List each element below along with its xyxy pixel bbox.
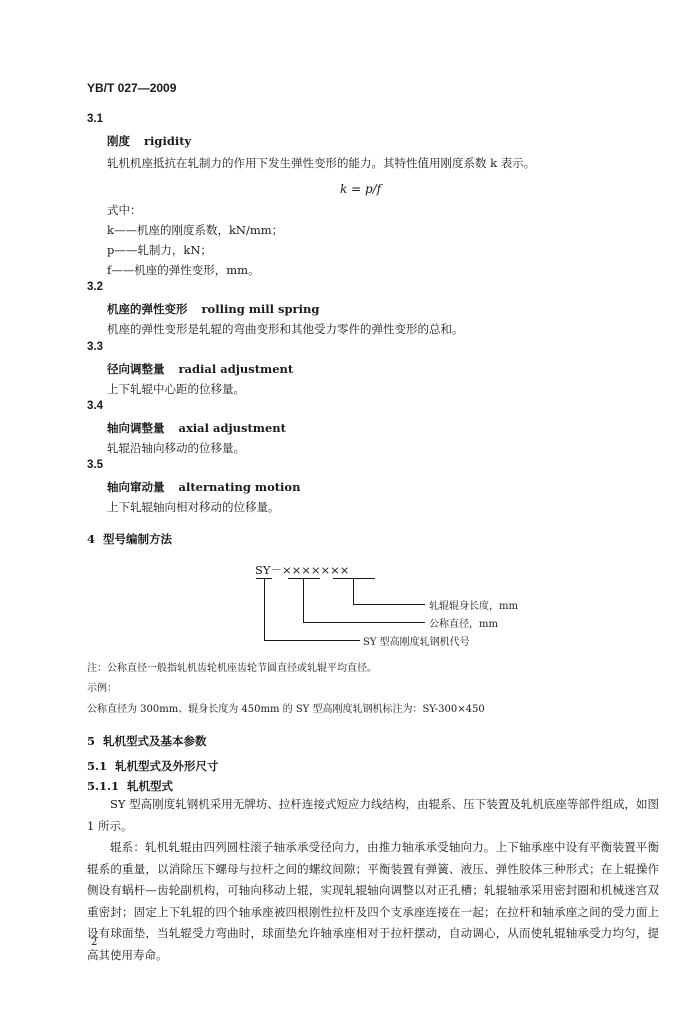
section-number: 5 xyxy=(87,734,96,748)
term-heading xyxy=(107,301,319,317)
model-code-diagram xyxy=(255,562,535,657)
term-definition: 上下轧辊轴向相对移动的位移量。 xyxy=(107,500,280,514)
term-number: 3.4 xyxy=(87,400,103,412)
example-text: 公称直径为 300mm、辊身长度为 450mm 的 SY 型高刚度轧钢机标注为：SY-300×450 xyxy=(87,704,485,715)
term-en: rolling mill spring xyxy=(201,302,320,316)
term-number: 3.1 xyxy=(87,113,103,125)
page-number: 2 xyxy=(91,937,98,948)
note: 注：公称直径一般指轧机齿轮机座齿轮节圆直径或轧辊平均直径。 xyxy=(87,663,377,674)
term-zh: 径向调整量 xyxy=(107,362,165,376)
section-title: 轧机型式及基本参数 xyxy=(103,734,207,748)
subsubsection-number: 5.1.1 xyxy=(87,779,120,793)
term-zh: 刚度 xyxy=(107,134,130,148)
underline-diameter xyxy=(288,578,320,579)
formula-var: p——轧制力，kN； xyxy=(107,243,212,257)
term-en: rigidity xyxy=(144,134,192,148)
term-heading xyxy=(107,479,300,495)
section-heading xyxy=(87,733,207,749)
section-title: 型号编制方法 xyxy=(103,532,173,546)
term-definition: 机座的弹性变形是轧辊的弯曲变形和其他受力零件的弹性变形的总和。 xyxy=(107,322,464,336)
term-en: radial adjustment xyxy=(178,362,294,376)
subsubsection-heading xyxy=(87,778,173,794)
term-heading xyxy=(107,133,191,149)
label-sy-code: SY 型高刚度轧钢机代号 xyxy=(363,637,470,648)
subsection-heading xyxy=(87,758,219,774)
model-code: SY－××××××× xyxy=(255,563,350,577)
term-number: 3.3 xyxy=(87,341,103,353)
paragraph: SY 型高刚度轧钢机采用无牌坊、拉杆连接式短应力线结构，由辊系、压下装置及轧机底座等部件组成，如图 1 所示。 xyxy=(87,797,659,833)
leader-length xyxy=(353,578,354,604)
formula-var: k——机座的刚度系数，kN/mm； xyxy=(107,223,284,237)
leader-diameter-h xyxy=(303,622,425,623)
term-en: axial adjustment xyxy=(178,421,286,435)
example-label: 示例： xyxy=(87,683,117,694)
term-definition: 轧机机座抵抗在轧制力的作用下发生弹性变形的能力。其特性值用刚度系数 k 表示。 xyxy=(107,156,536,170)
paragraph: 辊系：轧机轧辊由四列圆柱滚子轴承承受径向力，由推力轴承承受轴向力。上下轴承座中设有平衡装置平衡辊系的重量，以消除压下螺母与拉杆之间的螺纹间隙；平衡装置有弹簧、液压、弹性胶体三种形式；在上辊操作侧设有蜗杆—齿轮副机构，可轴向移动上辊，实现轧辊轴向调整以对正孔槽；轧辊轴承采用密封圈和机械迷宫双重密封；固定上下轧辊的四个轴承座被四根刚性拉杆及四个支承座连接在一起；在拉杆和轴承座之间的受力面上设有球面垫，当轧辊受力弯曲时，球面垫允许轴承座相对于拉杆摆动，自动调心，从而使轧辊轴承受力均匀，提高其使用寿命。 xyxy=(87,840,659,962)
term-definition: 轧辊沿轴向移动的位移量。 xyxy=(107,441,245,455)
underline-length xyxy=(333,578,375,579)
subsection-number: 5.1 xyxy=(87,759,108,773)
formula-var: f——机座的弹性变形，mm。 xyxy=(107,263,260,277)
term-heading xyxy=(107,361,293,377)
term-zh: 机座的弹性变形 xyxy=(107,302,188,316)
term-number: 3.2 xyxy=(87,281,103,293)
leader-sy-h xyxy=(264,640,360,641)
section-heading xyxy=(87,531,172,547)
standard-number: YB/T 027—2009 xyxy=(87,81,177,95)
leader-diameter xyxy=(303,578,304,622)
subsubsection-title: 轧机型式 xyxy=(127,779,174,793)
leader-sy xyxy=(264,578,265,640)
term-definition: 上下轧辊中心距的位移量。 xyxy=(107,382,245,396)
term-en: alternating motion xyxy=(178,480,301,494)
subsection-title: 轧机型式及外形尺寸 xyxy=(115,759,219,773)
term-zh: 轴向窜动量 xyxy=(107,480,165,494)
section-number: 4 xyxy=(87,532,96,546)
label-length: 轧辊辊身长度，mm xyxy=(429,601,518,612)
term-heading xyxy=(107,420,286,436)
term-number: 3.5 xyxy=(87,459,103,471)
leader-length-h xyxy=(353,604,425,605)
label-diameter: 公称直径，mm xyxy=(429,619,498,630)
term-zh: 轴向调整量 xyxy=(107,421,165,435)
formula: k = p/f xyxy=(340,182,382,196)
formula-where: 式中： xyxy=(107,203,142,217)
